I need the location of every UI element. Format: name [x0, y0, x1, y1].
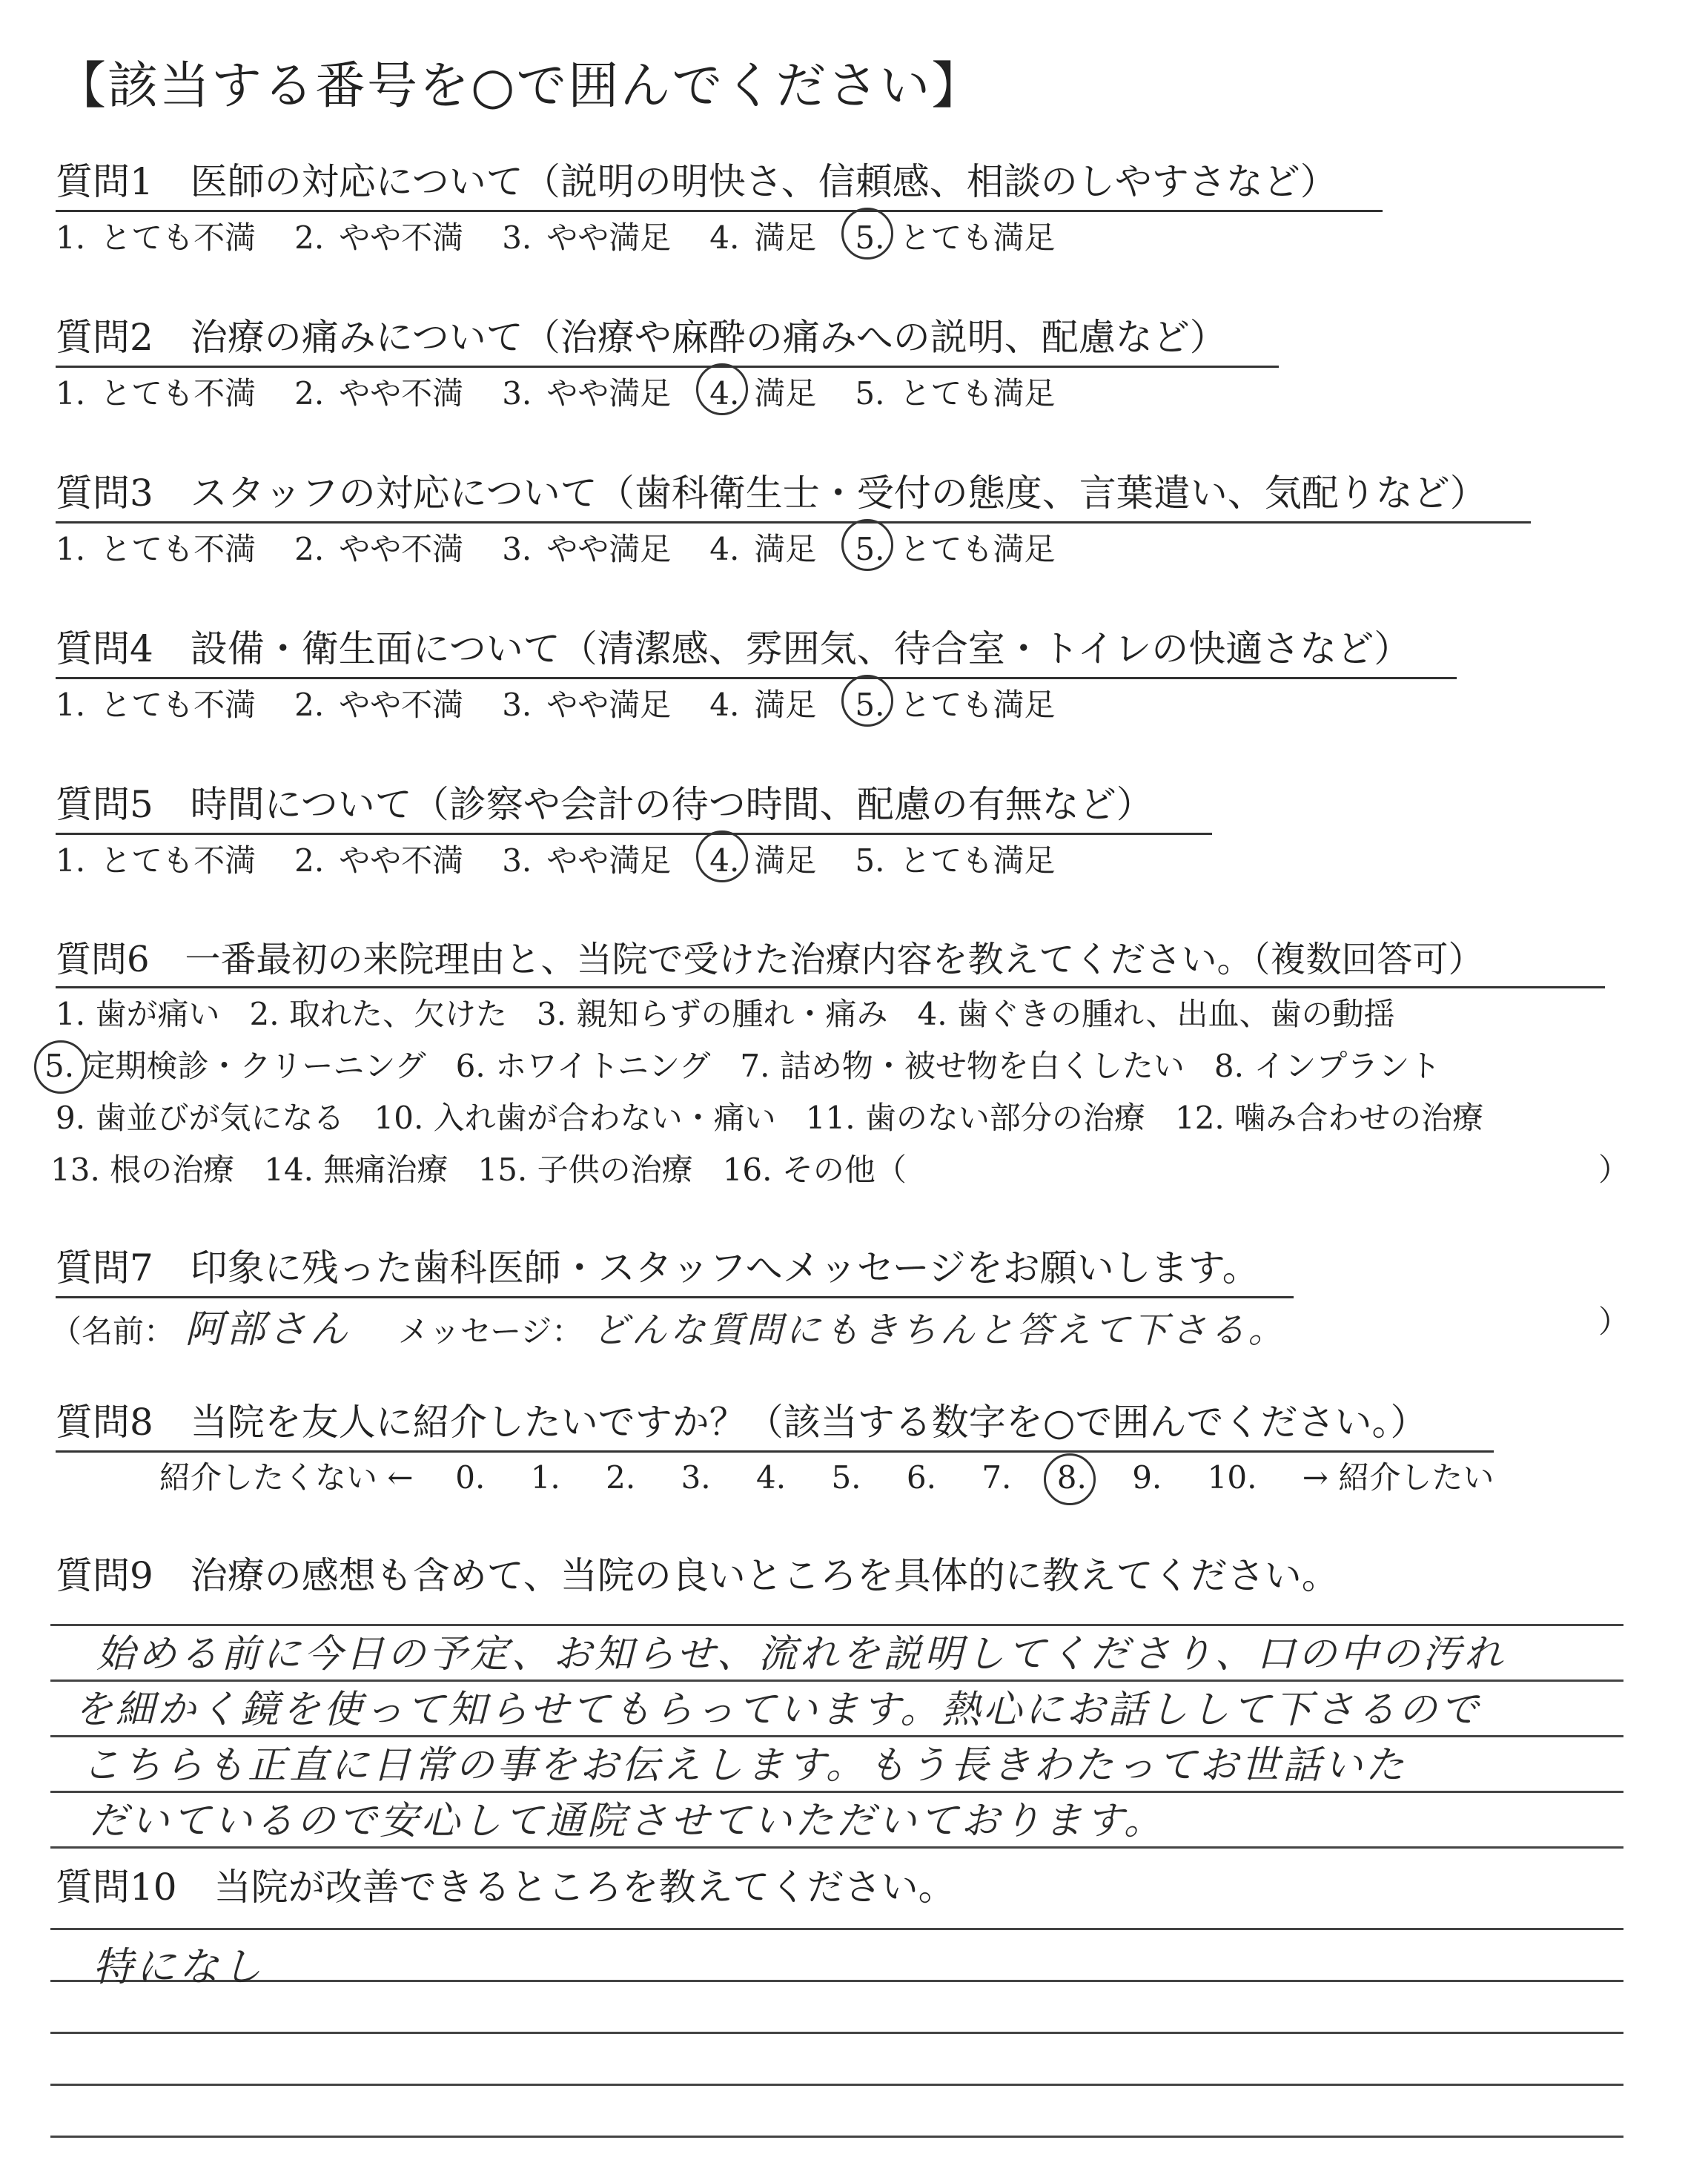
q6-option-11[interactable]: 11. 歯のない部分の治療: [805, 1100, 1145, 1136]
q7-message-prefix: メッセージ：: [397, 1313, 583, 1350]
q6-row-2: [44, 1042, 1440, 1086]
q6-option-13[interactable]: 13. 根の治療: [50, 1152, 235, 1188]
q9-answer-line-1[interactable]: 始める前に今日の予定、お知らせ、流れを説明してくださり、口の中の汚れ: [96, 1632, 1506, 1677]
q8-scale: [159, 1453, 1494, 1498]
q8-option-0[interactable]: 0.: [455, 1459, 486, 1496]
question-7-label: 質問7 印象に残った歯科医師・スタッフへメッセージをお願いします。: [56, 1238, 1294, 1298]
q6-option-15[interactable]: 15. 子供の治療: [477, 1152, 693, 1188]
q4-option-5-selected[interactable]: 5. とても満足: [855, 687, 1056, 723]
q10-rule-1: [50, 1928, 1623, 1930]
q6-option-2[interactable]: 2. 取れた、欠けた: [249, 996, 507, 1032]
q6-row-3: [56, 1094, 1483, 1138]
q10-rule-4: [50, 2084, 1623, 2086]
q10-answer[interactable]: 特になし: [93, 1943, 265, 1990]
q4-option-2[interactable]: 2. やや不満: [294, 687, 464, 723]
q8-left-label: 紹介したくない ←: [159, 1459, 414, 1496]
q2-option-1[interactable]: 1. とても不満: [56, 375, 256, 412]
q8-option-10[interactable]: 10.: [1207, 1459, 1257, 1496]
q9-answer-line-3[interactable]: こちらも正直に日常の事をお伝えします。もう長きわたってお世話いた: [82, 1743, 1407, 1788]
q1-option-5-selected[interactable]: 5. とても満足: [855, 219, 1056, 256]
q2-option-2[interactable]: 2. やや不満: [294, 375, 464, 412]
question-1-label: 質問1 医師の対応について（説明の明快さ、信頼感、相談のしやすさなど）: [56, 152, 1383, 212]
q9-rule-5: [50, 1846, 1623, 1849]
q6-option-4[interactable]: 4. 歯ぐきの腫れ、出血、歯の動揺: [917, 996, 1395, 1032]
q7-message-value[interactable]: どんな質問にもきちんと答えて下さる。: [592, 1309, 1287, 1351]
q3-option-3[interactable]: 3. やや満足: [502, 531, 672, 567]
q1-option-3[interactable]: 3. やや満足: [502, 219, 672, 256]
q8-option-1[interactable]: 1.: [530, 1459, 560, 1496]
question-5-options: [56, 836, 1093, 881]
q6-option-10[interactable]: 10. 入れ歯が合わない・痛い: [374, 1100, 776, 1136]
q8-option-7[interactable]: 7.: [982, 1459, 1012, 1496]
q5-option-3[interactable]: 3. やや満足: [502, 842, 672, 879]
question-4-options: [56, 681, 1093, 725]
q5-option-1[interactable]: 1. とても不満: [56, 842, 256, 879]
question-3-options: [56, 525, 1093, 569]
question-6-label: 質問6 一番最初の来院理由と、当院で受けた治療内容を教えてください。（複数回答可）: [56, 931, 1605, 988]
q3-option-5-selected[interactable]: 5. とても満足: [855, 531, 1056, 567]
q4-option-3[interactable]: 3. やや満足: [502, 687, 672, 723]
page-title: 【該当する番号を○で囲んでください】: [56, 57, 984, 116]
q6-option-5-selected[interactable]: 5. 定期検診・クリーニング: [44, 1048, 426, 1084]
q7-name-prefix: （名前：: [50, 1313, 176, 1350]
q1-option-4[interactable]: 4. 満足: [709, 219, 817, 256]
q6-option-16[interactable]: 16. その他（: [722, 1152, 907, 1188]
q6-option-3[interactable]: 3. 親知らずの腫れ・痛み: [537, 996, 888, 1032]
q6-option-14[interactable]: 14. 無痛治療: [264, 1152, 448, 1188]
q8-option-5[interactable]: 5.: [831, 1459, 861, 1496]
question-9-label: 質問9 治療の感想も含めて、当院の良いところを具体的に教えてください。: [56, 1554, 1339, 1597]
q3-option-4[interactable]: 4. 満足: [709, 531, 817, 567]
q8-option-9[interactable]: 9.: [1132, 1459, 1162, 1496]
q6-option-7[interactable]: 7. 詰め物・被せ物を白くしたい: [740, 1048, 1185, 1084]
q9-answer-line-4[interactable]: だいているので安心して通院させていただいております。: [89, 1799, 1165, 1843]
q7-name-value[interactable]: 阿部さん: [185, 1307, 351, 1352]
q6-other-close: ）: [1598, 1152, 1629, 1188]
question-3-label: 質問3 スタッフの対応について（歯科衛生士・受付の態度、言葉遣い、気配りなど）: [56, 463, 1531, 524]
q6-option-1[interactable]: 1. 歯が痛い: [56, 996, 220, 1032]
question-10-label: 質問10 当院が改善できるところを教えてください。: [56, 1866, 956, 1909]
question-8-label: 質問8 当院を友人に紹介したいですか？（該当する数字を○で囲んでください。）: [56, 1393, 1494, 1453]
q6-option-9[interactable]: 9. 歯並びが気になる: [56, 1100, 345, 1136]
q10-rule-5: [50, 2136, 1623, 2138]
q8-option-2[interactable]: 2.: [606, 1459, 636, 1496]
q8-option-4[interactable]: 4.: [756, 1459, 787, 1496]
question-4-label: 質問4 設備・衛生面について（清潔感、雰囲気、待合室・トイレの快適さなど）: [56, 619, 1457, 679]
q7-close: ）: [1598, 1304, 1629, 1340]
q5-option-5[interactable]: 5. とても満足: [855, 842, 1056, 879]
q6-option-12[interactable]: 12. 噛み合わせの治療: [1174, 1100, 1484, 1136]
q10-rule-3: [50, 2032, 1623, 2034]
q6-row-1: [56, 990, 1395, 1034]
q3-option-2[interactable]: 2. やや不満: [294, 531, 464, 567]
q2-option-3[interactable]: 3. やや満足: [502, 375, 672, 412]
q5-option-4-selected[interactable]: 4. 満足: [709, 842, 817, 879]
question-5-label: 質問5 時間について（診察や会計の待つ時間、配慮の有無など）: [56, 775, 1212, 835]
q6-row-4: [50, 1146, 1629, 1190]
q1-option-1[interactable]: 1. とても不満: [56, 219, 256, 256]
q6-option-8[interactable]: 8. インプラント: [1214, 1048, 1441, 1084]
q5-option-2[interactable]: 2. やや不満: [294, 842, 464, 879]
q2-option-5[interactable]: 5. とても満足: [855, 375, 1056, 412]
q4-option-4[interactable]: 4. 満足: [709, 687, 817, 723]
q1-option-2[interactable]: 2. やや不満: [294, 219, 464, 256]
q8-right-label: → 紹介したい: [1302, 1459, 1494, 1496]
question-1-options: [56, 214, 1093, 258]
q6-option-6[interactable]: 6. ホワイトニング: [455, 1048, 711, 1084]
q2-option-4-selected[interactable]: 4. 満足: [709, 375, 817, 412]
q8-option-8-selected[interactable]: 8.: [1056, 1459, 1087, 1496]
q4-option-1[interactable]: 1. とても不満: [56, 687, 256, 723]
q10-rule-2: [50, 1980, 1623, 1982]
question-2-options: [56, 369, 1093, 414]
question-2-label: 質問2 治療の痛みについて（治療や麻酔の痛みへの説明、配慮など）: [56, 308, 1279, 368]
q8-option-3[interactable]: 3.: [681, 1459, 711, 1496]
q3-option-1[interactable]: 1. とても不満: [56, 531, 256, 567]
q8-option-6[interactable]: 6.: [906, 1459, 936, 1496]
q7-answer-row: [50, 1298, 1629, 1353]
q9-answer-line-2[interactable]: を細かく鏡を使って知らせてもらっています。熱心にお話しして下さるので: [74, 1688, 1482, 1732]
